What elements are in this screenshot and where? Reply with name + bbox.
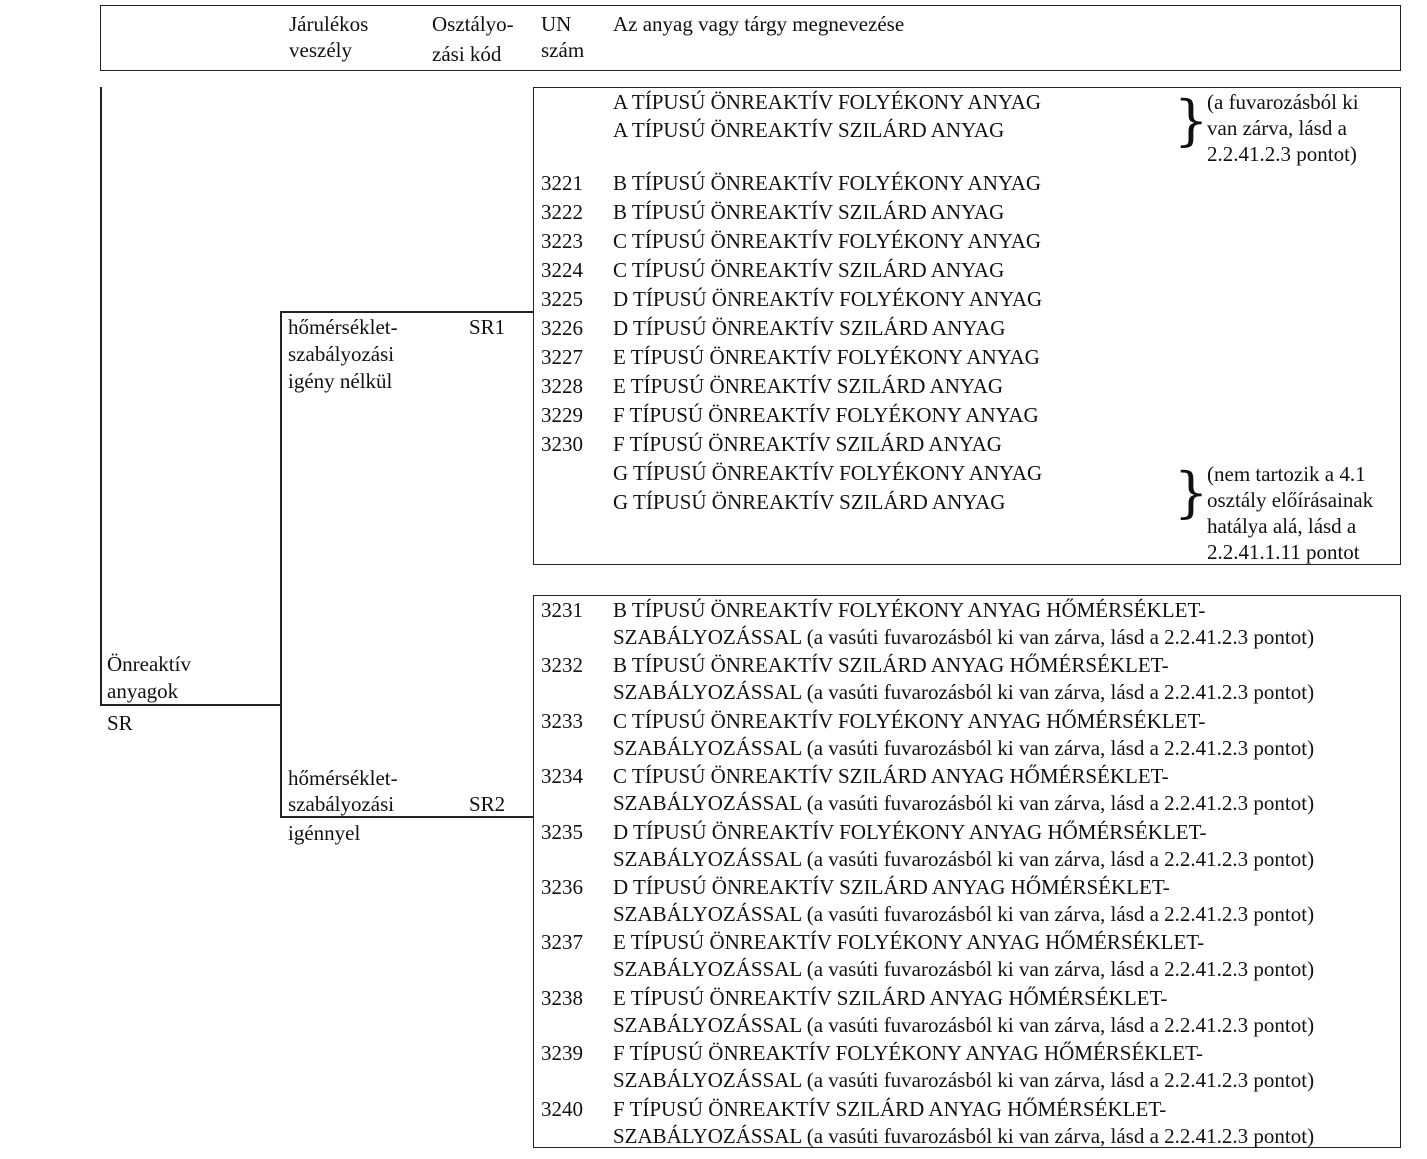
root-code: SR xyxy=(107,711,133,735)
sr1-substance-name: G TÍPUSÚ ÖNREAKTÍV FOLYÉKONY ANYAG xyxy=(613,461,1043,485)
sr1-un-number: 3228 xyxy=(541,374,583,398)
sr2-un-number: 3236 xyxy=(541,875,583,899)
branch1-label-line1: hőmérséklet- xyxy=(288,315,398,339)
branch2-code: SR2 xyxy=(469,792,506,816)
root-label-line1: Önreaktív xyxy=(107,652,191,676)
header-col-osztalyozasi-1: Osztályo- xyxy=(432,12,514,36)
header-col-osztalyozasi-2: zási kód xyxy=(432,42,502,66)
sr2-substance-name: E TÍPUSÚ ÖNREAKTÍV SZILÁRD ANYAG HŐMÉRSÉKLET- xyxy=(613,985,1168,1010)
tree-line-branch-vertical xyxy=(280,311,282,817)
sr2-substance-name: D TÍPUSÚ ÖNREAKTÍV FOLYÉKONY ANYAG HŐMÉRSÉKLET- xyxy=(613,819,1207,844)
sr1-substance-name: B TÍPUSÚ ÖNREAKTÍV SZILÁRD ANYAG xyxy=(613,200,1005,224)
sr2-un-number: 3231 xyxy=(541,598,583,622)
sr1-substance-name: F TÍPUSÚ ÖNREAKTÍV SZILÁRD ANYAG xyxy=(613,432,1002,456)
sr2-un-number: 3232 xyxy=(541,653,583,678)
sr1-un-number: 3227 xyxy=(541,345,583,369)
sr1-un-number: 3224 xyxy=(541,258,583,282)
sr2-substance-suffix: SZABÁLYOZÁSSAL (a vasúti fuvarozásból ki van zárva, lásd a 2.2.41.2.3 pontot) xyxy=(613,846,1315,871)
header-col-megnevezes: Az anyag vagy tárgy megnevezése xyxy=(613,12,905,36)
sr1-substance-name: F TÍPUSÚ ÖNREAKTÍV FOLYÉKONY ANYAG xyxy=(613,403,1039,427)
sr1-substance-name: E TÍPUSÚ ÖNREAKTÍV SZILÁRD ANYAG xyxy=(613,374,1004,398)
sr2-substance-suffix: SZABÁLYOZÁSSAL (a vasúti fuvarozásból ki van zárva, lásd a 2.2.41.2.3 pontot) xyxy=(613,902,1315,926)
sr2-substance-name: C TÍPUSÚ ÖNREAKTÍV FOLYÉKONY ANYAG HŐMÉRSÉKLET- xyxy=(613,708,1206,733)
sr1-substance-name: G TÍPUSÚ ÖNREAKTÍV SZILÁRD ANYAG xyxy=(613,490,1006,514)
sr2-un-number: 3235 xyxy=(541,819,583,844)
sr2-un-number: 3239 xyxy=(541,1041,583,1066)
sr1-substance-name: A TÍPUSÚ ÖNREAKTÍV FOLYÉKONY ANYAG xyxy=(613,90,1042,114)
header-col-jarulekos-1: Járulékos xyxy=(289,12,369,36)
sr2-un-number: 3240 xyxy=(541,1096,583,1121)
sr2-substance-name: F TÍPUSÚ ÖNREAKTÍV SZILÁRD ANYAG HŐMÉRSÉKLET- xyxy=(613,1096,1167,1121)
branch1-label-line3: igény nélkül xyxy=(288,369,393,393)
sr2-substance-suffix: SZABÁLYOZÁSSAL (a vasúti fuvarozásból ki van zárva, lásd a 2.2.41.2.3 pontot) xyxy=(613,1123,1315,1148)
sr1-note-top-2: van zárva, lásd a xyxy=(1207,116,1347,140)
branch2-label-line1: hőmérséklet- xyxy=(288,766,398,790)
sr1-note-top-3: 2.2.41.2.3 pontot) xyxy=(1207,142,1357,166)
sr2-substance-suffix: SZABÁLYOZÁSSAL (a vasúti fuvarozásból ki van zárva, lásd a 2.2.41.2.3 pontot) xyxy=(613,1012,1315,1037)
sr1-un-number: 3225 xyxy=(541,287,583,311)
sr1-note-bottom-2: osztály előírásainak xyxy=(1207,488,1374,512)
sr1-note-top-1: (a fuvarozásból ki xyxy=(1207,90,1359,114)
sr1-un-number: 3226 xyxy=(541,316,583,340)
sr1-un-number: 3223 xyxy=(541,229,583,253)
header-col-un-2: szám xyxy=(541,38,585,62)
sr1-substance-name: E TÍPUSÚ ÖNREAKTÍV FOLYÉKONY ANYAG xyxy=(613,345,1040,369)
sr1-substance-name: B TÍPUSÚ ÖNREAKTÍV FOLYÉKONY ANYAG xyxy=(613,171,1042,195)
sr1-substance-name: C TÍPUSÚ ÖNREAKTÍV FOLYÉKONY ANYAG xyxy=(613,229,1042,253)
sr2-substance-suffix: SZABÁLYOZÁSSAL (a vasúti fuvarozásból ki van zárva, lásd a 2.2.41.2.3 pontot) xyxy=(613,625,1315,649)
sr2-un-number: 3234 xyxy=(541,764,583,789)
sr2-substance-name: B TÍPUSÚ ÖNREAKTÍV FOLYÉKONY ANYAG HŐMÉRSÉKLET- xyxy=(613,598,1206,622)
sr1-un-number: 3222 xyxy=(541,200,583,224)
sr2-un-number: 3233 xyxy=(541,708,583,733)
tree-line-sr1-horizontal xyxy=(280,311,534,313)
sr2-substance-suffix: SZABÁLYOZÁSSAL (a vasúti fuvarozásból ki van zárva, lásd a 2.2.41.2.3 pontot) xyxy=(613,1068,1315,1093)
sr2-un-number: 3237 xyxy=(541,930,583,955)
sr1-un-number: 3221 xyxy=(541,171,583,195)
sr2-un-number: 3238 xyxy=(541,985,583,1010)
sr1-substance-name: C TÍPUSÚ ÖNREAKTÍV SZILÁRD ANYAG xyxy=(613,258,1005,282)
branch2-label-line2: szabályozási xyxy=(288,792,395,816)
brace-top: } xyxy=(1174,89,1209,152)
brace-bottom: } xyxy=(1174,461,1209,524)
sr2-substance-suffix: SZABÁLYOZÁSSAL (a vasúti fuvarozásból ki van zárva, lásd a 2.2.41.2.3 pontot) xyxy=(613,791,1315,816)
sr1-note-bottom-1: (nem tartozik a 4.1 xyxy=(1207,462,1366,486)
sr1-note-bottom-4: 2.2.41.1.11 pontot xyxy=(1207,540,1360,564)
sr2-substance-suffix: SZABÁLYOZÁSSAL (a vasúti fuvarozásból ki van zárva, lásd a 2.2.41.2.3 pontot) xyxy=(613,735,1315,760)
header-col-un-1: UN xyxy=(541,12,572,36)
sr2-substance-name: B TÍPUSÚ ÖNREAKTÍV SZILÁRD ANYAG HŐMÉRSÉKLET- xyxy=(613,653,1169,678)
sr1-un-number: 3229 xyxy=(541,403,583,427)
sr2-substance-name: E TÍPUSÚ ÖNREAKTÍV FOLYÉKONY ANYAG HŐMÉRSÉKLET- xyxy=(613,930,1205,955)
sr2-substance-name: F TÍPUSÚ ÖNREAKTÍV FOLYÉKONY ANYAG HŐMÉRSÉKLET- xyxy=(613,1041,1204,1066)
sr2-substance-name: C TÍPUSÚ ÖNREAKTÍV SZILÁRD ANYAG HŐMÉRSÉKLET- xyxy=(613,764,1169,789)
root-label-line2: anyagok xyxy=(107,679,179,703)
tree-line-root-vertical xyxy=(100,87,102,705)
branch1-code: SR1 xyxy=(469,315,506,339)
sr1-un-number: 3230 xyxy=(541,432,583,456)
sr1-substance-name: D TÍPUSÚ ÖNREAKTÍV FOLYÉKONY ANYAG xyxy=(613,287,1043,311)
branch2-label-line3: igénnyel xyxy=(288,821,361,845)
sr2-substance-suffix: SZABÁLYOZÁSSAL (a vasúti fuvarozásból ki van zárva, lásd a 2.2.41.2.3 pontot) xyxy=(613,680,1315,705)
sr1-substance-name: A TÍPUSÚ ÖNREAKTÍV SZILÁRD ANYAG xyxy=(613,118,1005,142)
sr1-substance-name: D TÍPUSÚ ÖNREAKTÍV SZILÁRD ANYAG xyxy=(613,316,1006,340)
sr2-substance-suffix: SZABÁLYOZÁSSAL (a vasúti fuvarozásból ki van zárva, lásd a 2.2.41.2.3 pontot) xyxy=(613,957,1315,982)
tree-line-root-horizontal xyxy=(100,704,281,706)
sr1-note-bottom-3: hatálya alá, lásd a xyxy=(1207,514,1357,538)
sr2-substance-name: D TÍPUSÚ ÖNREAKTÍV SZILÁRD ANYAG HŐMÉRSÉKLET- xyxy=(613,875,1170,899)
branch1-label-line2: szabályozási xyxy=(288,342,395,366)
header-col-jarulekos-2: veszély xyxy=(289,38,352,62)
